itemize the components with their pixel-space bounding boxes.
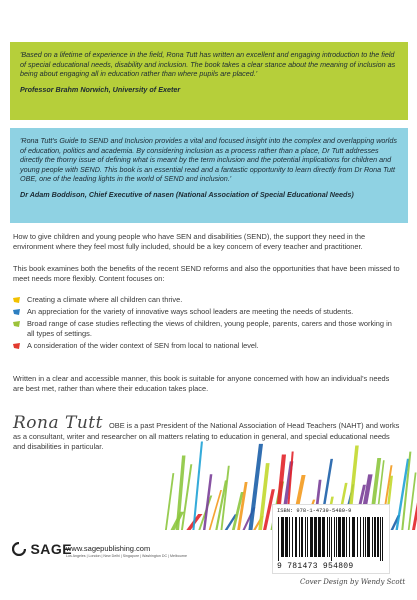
barcode-bar — [352, 517, 355, 557]
barcode-bar — [307, 517, 308, 557]
barcode-bar — [322, 517, 325, 557]
author-signature: Rona Tutt — [13, 413, 103, 433]
barcode-bar — [346, 517, 347, 557]
cover-design-credit: Cover Design by Wendy Scott — [300, 578, 406, 586]
review-quote-box-1 — [10, 42, 408, 120]
barcode-bar — [310, 517, 313, 557]
barcode-bar — [349, 517, 350, 557]
bullet-text: Broad range of case studies reflecting the views of children, young people, parents, carers and those working in all types of settings. — [27, 319, 392, 339]
isbn-label: ISBN: 978-1-4739-5480-9 — [277, 508, 352, 514]
barcode-bar — [336, 517, 337, 557]
barcode-bar — [382, 517, 383, 561]
bullet-item — [13, 295, 401, 305]
author-bio-text: OBE is a past President of the National Association of Head Teachers (NAHT) and works as a consultant, writer and researcher on all matters relating to education in general, and special educational needs and disabilities in particular. — [13, 421, 400, 452]
review-quote-box-2 — [10, 128, 408, 223]
barcode-bar — [357, 517, 358, 557]
barcode-bar — [285, 517, 288, 557]
bullet-text: A consideration of the wider context of SEN from local to national level. — [27, 341, 259, 351]
publisher-logo-text: SAGE — [30, 540, 73, 557]
bullet-item — [13, 319, 401, 339]
content-paragraph: This book examines both the benefits of the recent SEND reforms and also the opportunities that have been missed to meet needs more flexibly. Content focuses on: — [13, 264, 400, 284]
publisher-logo — [12, 540, 72, 558]
bullet-marker-icon — [13, 321, 20, 327]
review-quote-source-1: Professor Brahm Norwich, University of Exeter — [20, 84, 181, 94]
barcode-bar — [301, 517, 303, 557]
sage-logo-icon — [12, 542, 26, 556]
barcode-bar — [363, 517, 364, 557]
barcode-bar — [289, 517, 290, 557]
barcode-bar — [318, 517, 321, 557]
barcode-bar — [377, 517, 379, 557]
barcode-bar — [327, 517, 328, 557]
barcode-icon — [277, 517, 385, 561]
barcode-digits: 9 781473 954809 — [277, 562, 354, 571]
intro-paragraph: How to give children and young people who have SEN and disabilities (SEND), the support they need in the environment where they feel most fully included, should be a key concern of every teacher and practitioner. — [13, 232, 366, 252]
bullet-item — [13, 341, 401, 351]
barcode-bar — [334, 517, 335, 557]
barcode-bar — [380, 517, 381, 561]
barcode-bar — [292, 517, 293, 557]
barcode-bar — [281, 517, 284, 557]
audience-paragraph: Written in a clear and accessible manner, this book is suitable for anyone concerned with how an individual's needs are best met, rather than where their education takes place. — [13, 374, 390, 394]
content-bullet-list — [13, 295, 401, 353]
bullet-marker-icon — [13, 309, 20, 315]
review-quote-text-2: 'Rona Tutt's Guide to SEND and Inclusion provides a vital and focused insight into the complex and overlapping worlds of education, politics and academia. By considering inclusion as a process rather than a place, Dr Tutt addresses directly the thorny issue of defining what is meant by the term inclusion and the potential implications for children and young people with SEND. This book is an essential read and a fantastic opportunity to learn directly from Dr Rona Tutt OBE, one of the leading lights in the world of SEND and inclusion.' — [20, 136, 397, 184]
bullet-item — [13, 307, 401, 317]
stripe — [203, 474, 212, 530]
barcode-bar — [338, 517, 341, 557]
barcode-bar — [329, 517, 330, 557]
barcode-bar — [342, 517, 345, 557]
review-quote-source-2: Dr Adam Boddison, Chief Executive of nasen (National Association of Special Educational Needs) — [20, 189, 354, 199]
barcode-bar — [367, 517, 370, 557]
barcode-bar — [299, 517, 300, 557]
stripe — [165, 473, 174, 530]
barcode-bar — [360, 517, 361, 557]
barcode-bar — [365, 517, 366, 557]
barcode-bar — [314, 517, 317, 557]
bullet-marker-icon — [13, 297, 20, 303]
barcode-bar — [295, 517, 297, 557]
publisher-url[interactable]: www.sagepublishing.com — [66, 544, 151, 553]
bullet-text: An appreciation for the variety of innovative ways school leaders are meeting the needs of students. — [27, 307, 354, 316]
publisher-cities: Los Angeles | London | New Delhi | Singapore | Washington DC | Melbourne — [66, 554, 188, 558]
barcode-bar — [372, 517, 373, 557]
barcode-bar — [305, 517, 306, 557]
bullet-text: Creating a climate where all children can thrive. — [27, 295, 183, 304]
bullet-marker-icon — [13, 343, 20, 349]
review-quote-text-1: 'Based on a lifetime of experience in the field, Rona Tutt has written an excellent and engaging introduction to the field of special educational needs, disability and inclusion. The book takes a clear stance about the meaning of inclusion as being about engaging all in education rather than where pupils are placed.' — [20, 50, 396, 79]
barcode-bar — [331, 517, 332, 561]
isbn-barcode — [272, 504, 390, 574]
barcode-bar — [374, 517, 376, 557]
barcode-bar — [278, 517, 279, 561]
